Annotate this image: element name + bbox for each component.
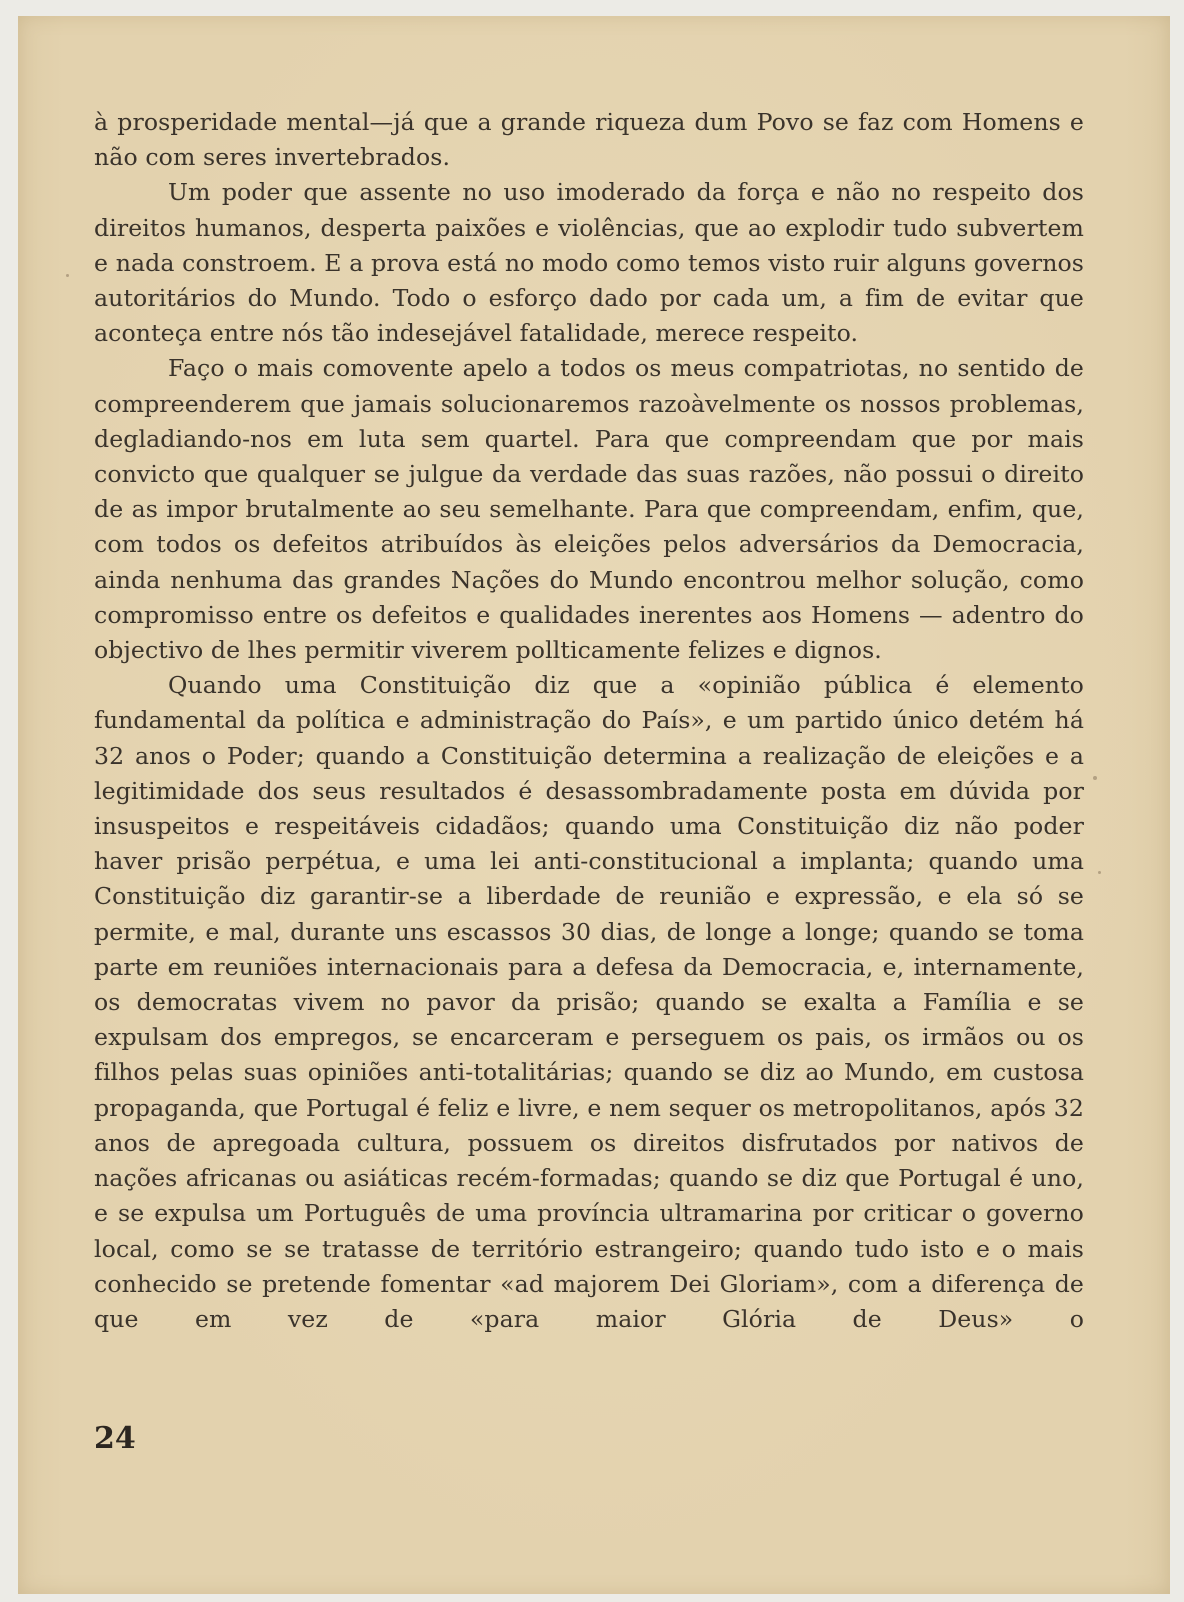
paragraph-1: à prosperidade mental—já que a grande riqueza dum Povo se faz com Homens e não com seres invertebrados. bbox=[94, 108, 1084, 172]
body-text bbox=[94, 105, 1084, 1337]
paper-speck bbox=[1098, 871, 1101, 874]
paragraph-3: Faço o mais comovente apelo a todos os meus compatriotas, no sentido de compreenderem que jamais solucionaremos razoàvelmente os nossos problemas, degladiando-nos em luta sem quartel. Para que compreendam que por mais convicto que qualquer se julgue da verdade das suas razões, não possui o direito de as impor brutalmente ao seu semelhante. Para que compreendam, enfim, que, com todos os defeitos atribuídos às eleições pelos adversários da Democracia, ainda nenhuma das grandes Nações do Mundo encontrou melhor solução, como compromisso entre os defeitos e qualidades inerentes aos Homens — adentro do objectivo de lhes permitir viverem pollticamente felizes e dignos. bbox=[94, 354, 1084, 665]
paper-speck bbox=[1093, 776, 1097, 780]
page-number: 24 bbox=[94, 1421, 136, 1456]
book-page bbox=[18, 16, 1170, 1594]
paragraph-4: Quando uma Constituição diz que a «opinião pública é elemento fundamental da política e administração do País», e um partido único detém há 32 anos o Poder; quando a Constituição determina a realização de eleições e a legitimidade dos seus resultados é desassombradamente posta em dúvida por insuspeitos e respeitáveis cidadãos; quando uma Constituição diz não poder haver prisão perpétua, e uma lei anti-constitucional a implanta; quando uma Constituição diz garantir-se a liberdade de reunião e expressão, e ela só se permite, e mal, durante uns escassos 30 dias, de longe a longe; quando se toma parte em reuniões internacionais para a defesa da Democracia, e, internamente, os democratas vivem no pavor da prisão; quando se exalta a Família e se expulsam dos empregos, se encarceram e perseguem os pais, os irmãos ou os filhos pelas suas opiniões anti-totalitárias; quando se diz ao Mundo, em custosa propaganda, que Portugal é feliz e livre, e nem sequer os metropolitanos, após 32 anos de apregoada cultura, possuem os direitos disfrutados por nativos de nações africanas ou asiáticas recém-formadas; quando se diz que Portugal é uno, e se expulsa um Português de uma província ultramarina por criticar o governo local, como se se tratasse de território estrangeiro; quando tudo isto e o mais conhecido se pretende fomentar «ad majorem Dei Gloriam», com a diferença de que em vez de «para maior Glória de Deus» o bbox=[94, 671, 1084, 1333]
paragraph-2: Um poder que assente no uso imoderado da força e não no respeito dos direitos humanos, desperta paixões e violências, que ao explodir tudo subvertem e nada constroem. E a prova está no modo como temos visto ruir alguns governos autoritários do Mundo. Todo o esforço dado por cada um, a fim de evitar que aconteça entre nós tão indesejável fatalidade, merece respeito. bbox=[94, 178, 1084, 348]
paper-speck bbox=[66, 274, 69, 277]
